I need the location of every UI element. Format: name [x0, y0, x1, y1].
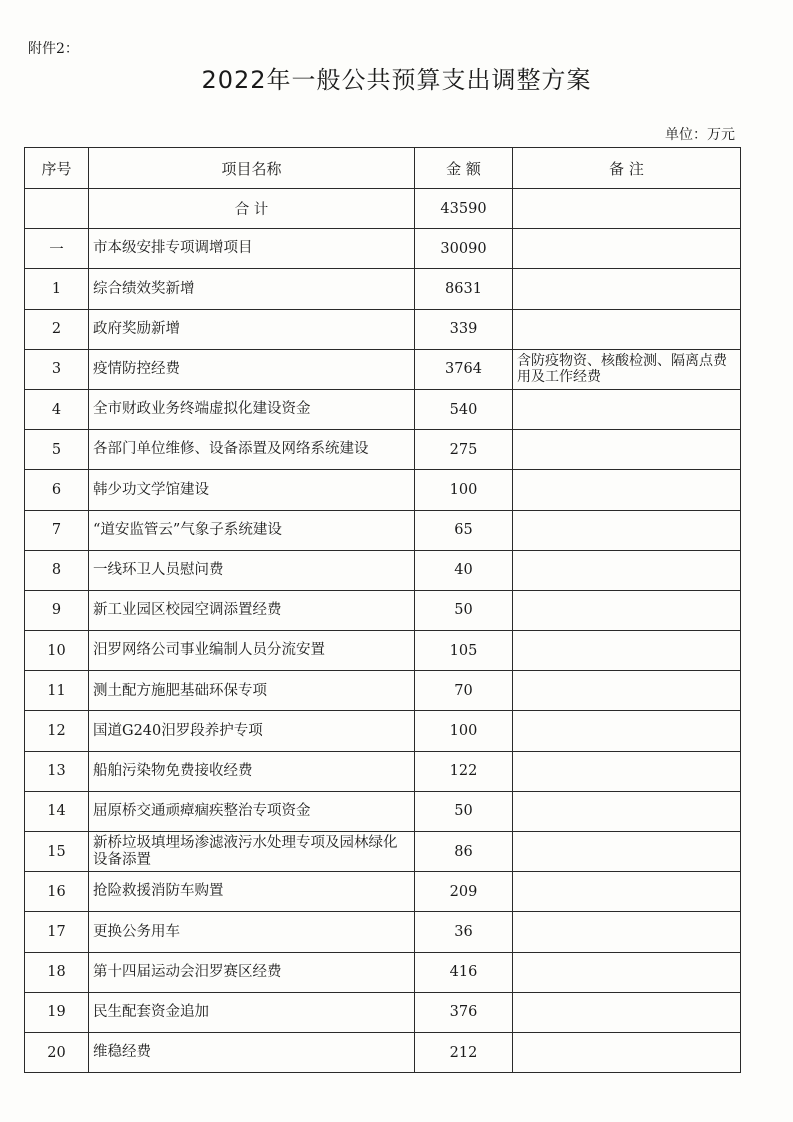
budget-table: [24, 147, 741, 1073]
row-amount: 275: [415, 430, 513, 470]
row-no: 4: [25, 389, 89, 429]
row-no: 11: [25, 671, 89, 711]
row-no: 8: [25, 550, 89, 590]
row-name: 各部门单位维修、设备添置及网络系统建设: [89, 430, 415, 470]
row-note: [513, 269, 741, 309]
row-note: [513, 711, 741, 751]
header-note: 备 注: [513, 148, 741, 189]
row-no: 17: [25, 912, 89, 952]
table-row: [25, 791, 741, 831]
row-amount: 209: [415, 872, 513, 912]
row-note: [513, 470, 741, 510]
row-amount: 40: [415, 550, 513, 590]
row-no: 14: [25, 791, 89, 831]
row-note: [513, 872, 741, 912]
row-no: 18: [25, 952, 89, 992]
row-name: 屈原桥交通顽瘴痼疾整治专项资金: [89, 791, 415, 831]
table-row: [25, 349, 741, 389]
header-no: 序号: [25, 148, 89, 189]
document-title: 2022年一般公共预算支出调整方案: [201, 66, 592, 94]
header-name: 项目名称: [89, 148, 415, 189]
row-name: 综合绩效奖新增: [89, 269, 415, 309]
table-row: [25, 912, 741, 952]
section-amount: 30090: [415, 229, 513, 269]
row-no: 13: [25, 751, 89, 791]
row-name: “道安监管云”气象子系统建设: [89, 510, 415, 550]
row-amount: 50: [415, 590, 513, 630]
row-note: [513, 389, 741, 429]
row-no: 16: [25, 872, 89, 912]
row-no: 5: [25, 430, 89, 470]
table-row: [25, 872, 741, 912]
row-note: [513, 952, 741, 992]
row-amount: 105: [415, 631, 513, 671]
row-name: 第十四届运动会汨罗赛区经费: [89, 952, 415, 992]
total-amount: 43590: [415, 189, 513, 229]
row-amount: 36: [415, 912, 513, 952]
table-row: [25, 952, 741, 992]
row-name: 新工业园区校园空调添置经费: [89, 590, 415, 630]
row-name: 一线环卫人员慰问费: [89, 550, 415, 590]
row-name: 维稳经费: [89, 1032, 415, 1072]
row-note: [513, 912, 741, 952]
row-amount: 376: [415, 992, 513, 1032]
row-name: 国道G240汨罗段养护专项: [89, 711, 415, 751]
row-amount: 212: [415, 1032, 513, 1072]
section-name: 市本级安排专项调增项目: [89, 229, 415, 269]
row-note: 含防疫物资、核酸检测、隔离点费用及工作经费: [513, 349, 741, 389]
row-name: 全市财政业务终端虚拟化建设资金: [89, 389, 415, 429]
row-amount: 3764: [415, 349, 513, 389]
table-row: [25, 269, 741, 309]
row-amount: 540: [415, 389, 513, 429]
total-note-cell: [513, 189, 741, 229]
header-amount: 金 额: [415, 148, 513, 189]
row-amount: 70: [415, 671, 513, 711]
row-amount: 86: [415, 832, 513, 872]
row-name: 韩少功文学馆建设: [89, 470, 415, 510]
table-row: [25, 389, 741, 429]
table-row: [25, 309, 741, 349]
row-name: 疫情防控经费: [89, 349, 415, 389]
row-no: 19: [25, 992, 89, 1032]
unit-label: 单位：万元: [665, 127, 735, 143]
section-note-cell: [513, 229, 741, 269]
row-amount: 100: [415, 470, 513, 510]
table-row: [25, 430, 741, 470]
total-label: 合 计: [89, 189, 415, 229]
row-no: 3: [25, 349, 89, 389]
table-row: [25, 590, 741, 630]
table-row: [25, 751, 741, 791]
table-row: [25, 832, 741, 872]
row-amount: 122: [415, 751, 513, 791]
attachment-label: 附件2：: [28, 41, 79, 57]
row-note: [513, 309, 741, 349]
section-row: [25, 229, 741, 269]
row-no: 12: [25, 711, 89, 751]
row-name: 政府奖励新增: [89, 309, 415, 349]
table-row: [25, 671, 741, 711]
row-name: 更换公务用车: [89, 912, 415, 952]
row-amount: 416: [415, 952, 513, 992]
table-row: [25, 1032, 741, 1072]
row-no: 15: [25, 832, 89, 872]
row-no: 6: [25, 470, 89, 510]
row-note: [513, 590, 741, 630]
row-name: 新桥垃圾填埋场渗滤液污水处理专项及园林绿化设备添置: [89, 832, 415, 872]
total-no-cell: [25, 189, 89, 229]
row-no: 10: [25, 631, 89, 671]
row-note: [513, 992, 741, 1032]
table-row: [25, 992, 741, 1032]
row-name: 测土配方施肥基础环保专项: [89, 671, 415, 711]
row-name: 船舶污染物免费接收经费: [89, 751, 415, 791]
row-no: 20: [25, 1032, 89, 1072]
header-row: [25, 148, 741, 189]
row-amount: 50: [415, 791, 513, 831]
table-row: [25, 711, 741, 751]
row-no: 9: [25, 590, 89, 630]
row-amount: 65: [415, 510, 513, 550]
row-name: 抢险救援消防车购置: [89, 872, 415, 912]
total-row: [25, 189, 741, 229]
row-amount: 8631: [415, 269, 513, 309]
row-note: [513, 550, 741, 590]
row-name: 汨罗网络公司事业编制人员分流安置: [89, 631, 415, 671]
row-note: [513, 1032, 741, 1072]
row-note: [513, 430, 741, 470]
table-row: [25, 631, 741, 671]
row-note: [513, 832, 741, 872]
row-no: 1: [25, 269, 89, 309]
row-amount: 100: [415, 711, 513, 751]
row-name: 民生配套资金追加: [89, 992, 415, 1032]
row-note: [513, 631, 741, 671]
row-note: [513, 791, 741, 831]
row-note: [513, 671, 741, 711]
row-note: [513, 510, 741, 550]
table-row: [25, 550, 741, 590]
row-no: 2: [25, 309, 89, 349]
row-no: 7: [25, 510, 89, 550]
table-row: [25, 470, 741, 510]
section-no: 一: [25, 229, 89, 269]
row-amount: 339: [415, 309, 513, 349]
row-note: [513, 751, 741, 791]
table-row: [25, 510, 741, 550]
